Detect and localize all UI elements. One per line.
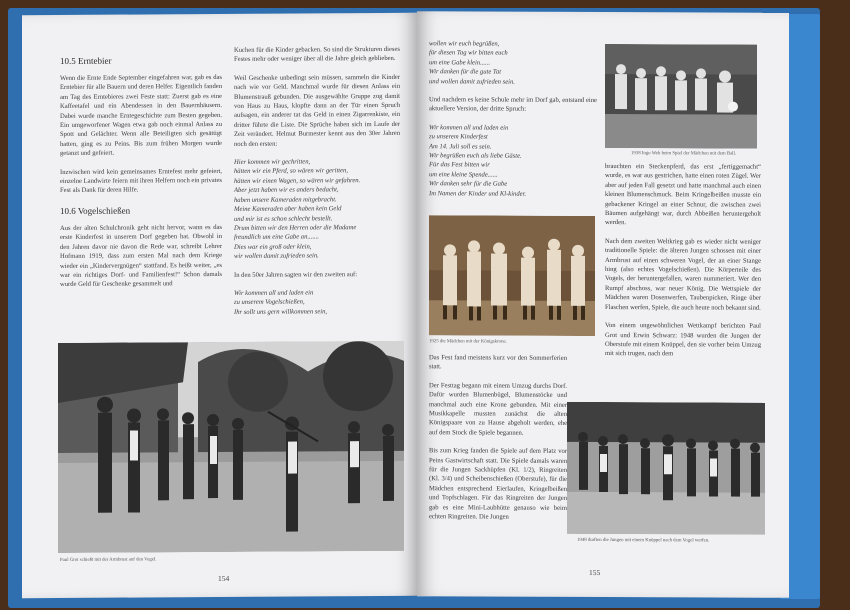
paragraph: Weil Geschenke unbedingt sein müssen, sammeln die Kinder nach wie vor Geld. Manchmal wurde für diesen Anlass ein Blumenstrauß gebunden. Die ausgewählte Gruppe zog damit von Haus zu Haus, klopfte dann an der Tür einen Spruch aufsagen, ein anderer tat das Geld in einen Zigarrenkiste, ein dritter führte die Liste. Die Sprüche haben sich im Laufe der Zeit verändert. Helmut Burmester kennt aus den 30er Jahren noch den ersten: [234,73,400,148]
photo-caption: 1938 Ingo Weh beim Spiel der Mädchen mit dem Ball. [631,151,737,157]
paragraph: Inzwischen wird kein gemeinsames Erntefest mehr gefeiert, einzelne Landwirte feiern mit ihren Helfern noch ein privates Fest als Dank für deren Hilfe. [60,167,222,195]
page-number: 154 [218,573,230,584]
verse-line: Dies war ein groß oder klein, [234,243,312,251]
paragraph: Bis zum Krieg fanden die Spiele auf dem Platz vor Peins Gastwirtschaft statt. Die Spiele damals waren für die Jungen Sackhüpfen (Kl. 1/2), Ringreiten (Kl. 3/4) und Scheibenschießen (Oberstufe), für die Mädchen entsprechend Eierlaufen, Kringelbeißen und Topfschlagen. Für das Ringreiten der Jungen gab es eine Mini-Laubhütte genauso wie beim echten Ringreiten. Die Jungen [429,447,567,521]
verse-line: um eine Gabe klein...... [429,59,490,67]
section-heading-erntebier: 10.5 Erntebier [60,55,112,66]
verse-line: Wir begrüßen euch als liebe Gäste. [429,152,522,160]
verse-line: und wollen damit zufrieden sein. [429,77,515,86]
verse-line: zu unserem Kinderfest [429,133,488,141]
left-column-1 [60,54,222,299]
verse-line: Ihr sollt uns gern willkommen sein, [234,308,328,316]
verse-line: Wir danken sehr für die Gabe [429,180,508,188]
photo-girls-ball-game-image [605,44,757,149]
verse-line: haben unsere Kameraden mitgebracht. [234,195,337,204]
photo-caption: 1925 die Mädchen mit der Königskrone. [429,339,507,345]
verse-line: um eine kleine Spende...... [429,171,498,179]
verse-line: zu unserem Vogelschießen, [234,298,305,307]
paragraph: Von einem ungewöhnlichen Wettkampf berichten Paul Grot und Erwin Schwarz: 1948 wurden die Jungen der Oberstufe mit einem Knüppel, den sie vorher beim Umzug mit sich trugen, nach dem [605,322,761,358]
photo-boys-throwing [567,402,765,535]
verse-line: hätten wir ein Pferd, so wären wir geritten, [234,167,348,176]
photo-crossbow-shooting-image [58,341,404,553]
page-number: 155 [589,567,601,577]
paragraph: Wenn die Ernte Ende September eingefahren war, gab es das Erntebier für alle Bauern und deren Helfer. Eigentlich fanden am Tag des Erntebieres zwei Feste statt: Zuerst gab es eine Kaffeetafel und ein Abendessen in den Bauernhäusern. Dabei wurde manche Erntegeschichte zum Besten gegeben. Ein umgeworfener Wagen etwa gab noch einmal Anlass zu Spott und Gelächter. Wenn alle Beteiligten sich gesättigt hatten, ging es zu Peins. Bis zum frühen Morgen wurde getanzt und gefeiert. [60,73,222,158]
paragraph: Kuchen für die Kinder gebacken. So sind die Strukturen dieses Festes mehr oder weniger über all die Jahre gleich geblieben. [234,45,400,64]
paragraph: Nach dem zweiten Weltkrieg gab es wieder nicht weniger traditionelle Spiele: die älteren Jungen schossen mit einer Armbrust auf einen schweren Vogel, der an einer Stange hing (also echtes Vogelschießen). Die Körperteile des Vogels, der heruntergefallen, waren nummeriert. Wer den Rumpf abschoss, war neuer König. Die Wettspiele der Mädchen waren Dosenwerfen, Taubenpicken, Ringe über Flaschen werfen, Spiele, die auch heute noch bekannt sind. [605,237,761,312]
photo-girls-ball-game [605,44,757,149]
photo-caption: Paul Grot schießt mit der Armbrust auf den Vogel. [60,557,157,563]
verse-line: Meine Kameraden aber haben kein Geld [234,205,342,214]
spine-label [797,290,807,410]
verse-block [234,288,400,317]
verse-line: hätten wir einen Wagen, so wären wir gefahren. [234,177,361,185]
verse-block [429,123,597,199]
right-column-1 [429,39,597,208]
photo-boys-throwing-image [567,402,765,535]
paragraph: Aus der alten Schulchronik geht nicht hervor, wann es das erste Kinderfest in unserem Dorf gegeben hat. Obwohl in den Jahren davor nie davon die Rede war, schreibt Lehrer Hofmann 1919, dass zum ersten Mal nach dem Kriege wieder ein „Kindervergnügen“ stattfand. Es heißt weiter, „es war ein richtiges Dorf- und Familienfest!“ Schon damals wurde Geld für Geschenke gesammelt und [60,223,222,289]
verse-line: und mir ist es schon schlecht bestellt. [234,214,333,223]
photo-caption: 1948 durften die Jungen mit einem Knüppel nach dem Vogel werfen. [577,537,710,544]
verse-line: Wir danken für die gute Tat [429,68,502,76]
paragraph: Das Fest fand meistens kurz vor den Sommerferien statt. [429,354,567,371]
right-column-1-lower [429,353,567,531]
verse-line: Hier kommen wir gechritten, [234,158,311,166]
photo-girls-crown [429,215,595,336]
verse-line: Aber jetzt haben wir es anders bedacht, [234,186,339,195]
right-page [417,11,789,598]
photo-crossbow-shooting [58,341,404,553]
verse-block [234,157,400,261]
photo-girls-crown-image [429,215,595,336]
verse-line: Für das Fest bitten wir [429,161,490,169]
right-column-2 [605,162,761,368]
section-heading-vogelschiessen: 10.6 Vogelschießen [60,205,131,216]
left-page [22,13,417,598]
left-column-2 [234,45,400,326]
verse-line: Im Namen der Kinder und Kl-kinder. [429,189,527,198]
verse-line: wollen wir euch begrüßen, [429,40,500,48]
verse-line: Wir kommen all und laden ein [429,124,509,132]
paragraph: In den 50er Jahren sagten wir den zweiten auf: [234,270,358,279]
verse-line: für diesen Tag wir bitten euch [429,49,508,57]
verse-line: wir wollen damit zufrieden sein. [234,252,319,261]
verse-line: freundlich um eine Gabe an....... [234,233,319,242]
verse-line: Wir kommen all und laden ein [234,289,314,297]
paragraph: Und nachdem es keine Schule mehr im Dorf gab, entstand eine aktuellere Version, der dritte Spruch: [429,96,597,114]
verse-line: Drum bitten wir den Herren oder die Madame [234,224,357,232]
verse-line: Am 14. Juli soll es sein. [429,142,492,151]
verse-block [429,39,597,87]
paragraph: Der Festtag begann mit einem Umzug durchs Dorf. Dafür wurden Blumenbügel, Blumenstöcke und manchmal auch eine Krone gebunden. Mit einer Musikkapelle mussten zunächst die alten Königspaare von zu Hause abgeholt werden, ehe auf dem Stock die Spiele begannen. [429,382,567,437]
paragraph: brauchten ein Steckenpferd, das erst „fertiggemacht“ wurde, es war aus gestrichen, hatte einen roten Zügel. Wer aber auf jeden Fall gesetzt und hatte manchmal auch einen kleinen Blumenschmuck. Beim Kringelbeißen musste ein gebackener Kringel an einer Schnur, die zwischen zwei Bäumen aufgehängt war, durch Abbeißen heruntergeholt werden. [605,163,761,227]
